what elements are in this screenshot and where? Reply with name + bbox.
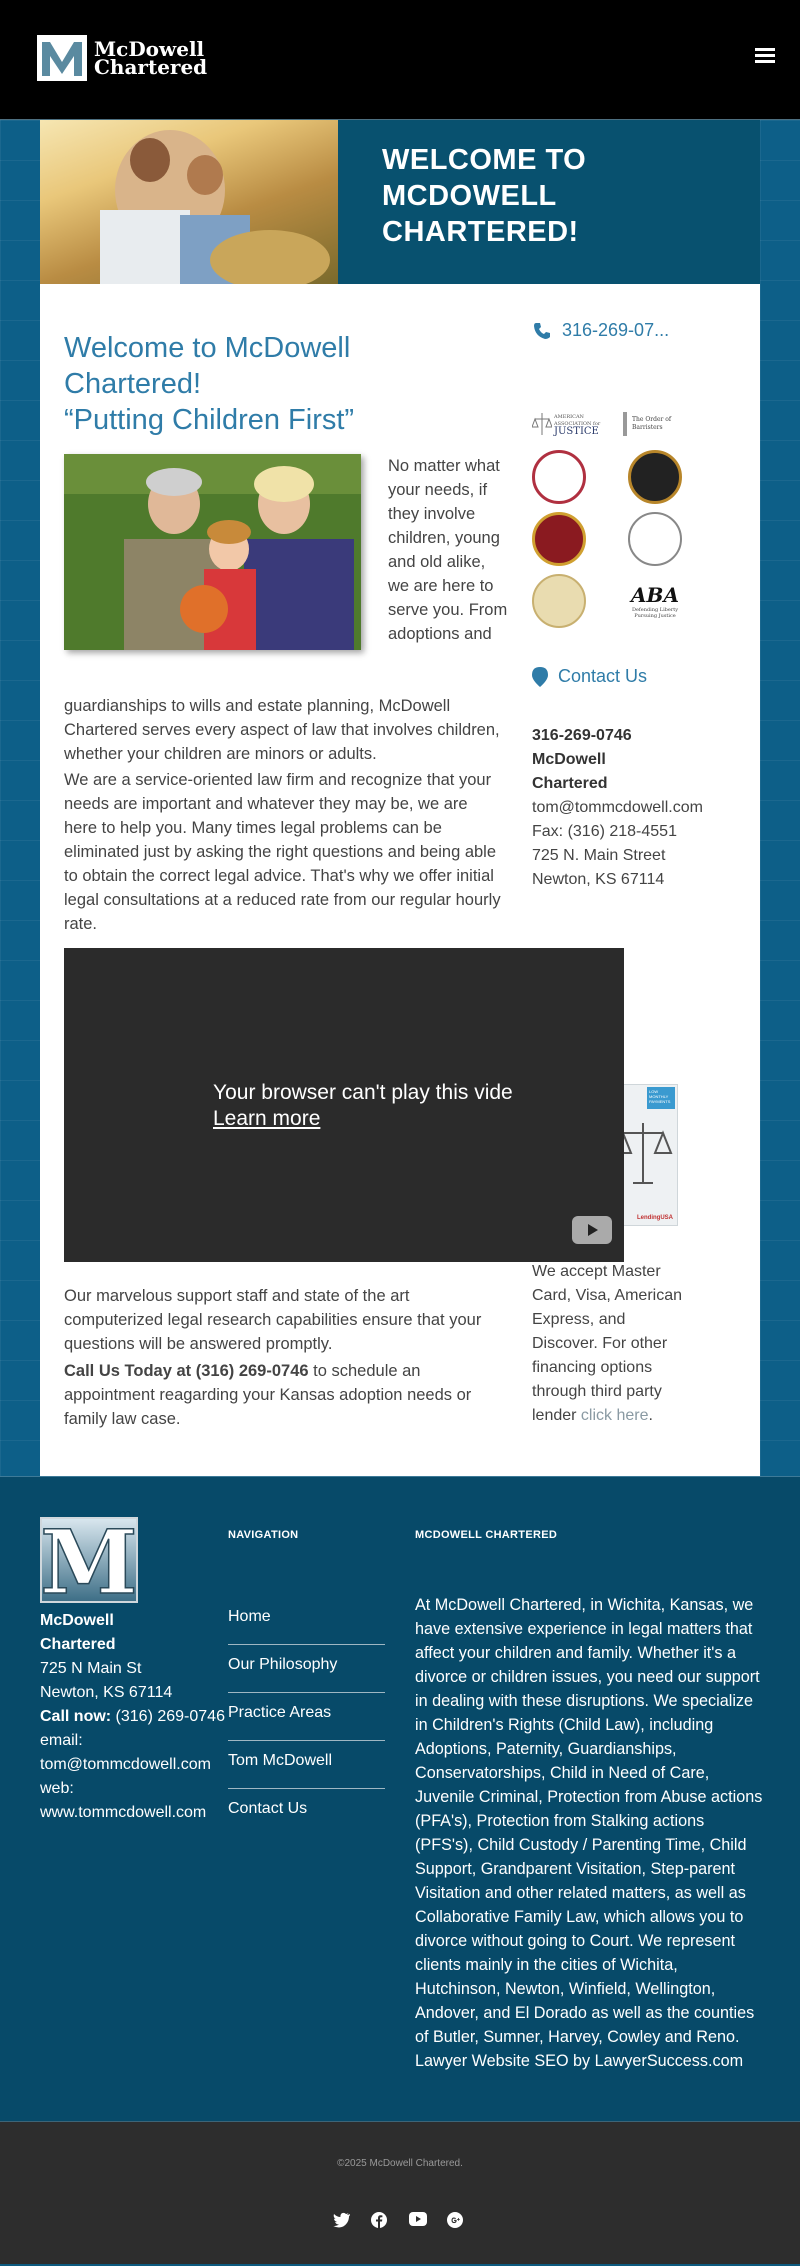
footer-web-label: web: [40, 1780, 74, 1797]
logo-m-icon [36, 34, 88, 82]
contact-heading-text: Contact Us [558, 666, 648, 686]
seal-badge-1 [532, 450, 586, 504]
footer-firm-line-2: Chartered [40, 1636, 116, 1653]
footer-nav-contact-us[interactable]: Contact Us [228, 1800, 308, 1817]
seal-badge-4 [628, 512, 682, 566]
footer-logo-letter: M [42, 1519, 136, 1601]
aaj-logo [532, 410, 612, 438]
contact-fax: Fax: (316) 218-4551 [532, 823, 677, 840]
contact-email[interactable]: tom@tommcdowell.com [532, 799, 703, 816]
payments-text-end: . [648, 1407, 653, 1424]
aba-logo [628, 574, 682, 628]
copyright: ©2025 McDowell Chartered. [337, 2158, 463, 2169]
play-icon[interactable] [572, 1216, 612, 1244]
hero-family-photo [40, 120, 338, 284]
footer-nav-practice-areas[interactable]: Practice Areas [228, 1693, 385, 1741]
footer-street: 725 N Main St [40, 1660, 142, 1677]
facebook-icon[interactable] [371, 2212, 409, 2232]
footer-about-heading: MCDOWELL CHARTERED [415, 1529, 558, 1541]
aaj-line-3: JUSTICE [554, 425, 599, 437]
aaj-line-1: AMERICAN [554, 413, 584, 420]
video-error-text: Your browser can't play this vide [213, 1081, 513, 1104]
footer-nav-home[interactable]: Home [228, 1597, 385, 1645]
social-links [333, 2212, 485, 2232]
loan-ad-badge: LOW MONTHLY PAYMENTS [647, 1087, 675, 1109]
aba-tagline-2: Pursuing Justice [634, 613, 676, 619]
contact-phone[interactable]: 316-269-0746 [532, 727, 632, 744]
hero-title [382, 142, 760, 250]
sidebar-phone-short: 316-269-07... [562, 320, 670, 340]
footer-web[interactable]: www.tommcdowell.com [40, 1804, 207, 1821]
logo-line-2: Chartered [94, 55, 208, 79]
barristers-line-2: Barristers [632, 424, 663, 431]
footer-nav-heading: NAVIGATION [228, 1529, 299, 1541]
contact-firm-line-1: McDowell [532, 751, 606, 768]
logo-wordmark [94, 37, 208, 79]
footer-email-label: email: [40, 1732, 83, 1749]
aba-tagline-1: Defending Liberty [631, 607, 679, 613]
site-header [0, 0, 800, 120]
footer-address [40, 1609, 230, 1825]
hamburger-menu-icon[interactable] [755, 48, 775, 64]
scales-icon [532, 411, 552, 437]
column-icon [620, 410, 630, 438]
service-paragraph: We are a service-oriented law firm and recognize that your needs are important and whatever they may be, we are here to help you. Many times legal problems can be eliminated just by asking the right questions and being able to obtain the correct legal advice. That's why we offer initial legal consultations at a reduced rate from our regular hourly rate. [64, 771, 501, 933]
page-title-line-1: Welcome to McDowell [64, 332, 351, 364]
page-title-line-3: “Putting Children First” [64, 404, 355, 436]
twitter-icon[interactable] [333, 2212, 371, 2232]
video-error-message [213, 1080, 623, 1132]
sidebar-phone-link[interactable] [532, 320, 669, 341]
loan-ad-powered: LendingUSA [637, 1215, 673, 1221]
support-staff-paragraph: Our marvelous support staff and state of the art computerized legal research capabilities ensure that your questions will be answered promptly. [64, 1287, 482, 1353]
hero-title-line-2: MCDOWELL CHARTERED! [382, 180, 579, 248]
barristers-line-1: The Order of [632, 416, 672, 423]
contact-heading [532, 666, 647, 687]
site-footer [0, 1477, 800, 2122]
contact-street: 725 N. Main Street [532, 847, 666, 864]
financing-link[interactable]: click here [580, 1407, 649, 1424]
contact-details [532, 724, 732, 892]
payments-text [532, 1260, 684, 1428]
footer-about-text: At McDowell Chartered, in Wichita, Kansas, we have extensive experience in legal matters that affect your children and family. Whether it's a divorce or children issues, you need our support in dealing with these disruptions. We specialize in Children's Rights (Child Law), including Adoptions, Paternity, Guardianships, Conservatorships, Child in Need of Care, Juvenile Criminal, Protection from Abuse actions (PFA's), Protection from Stalking actions (PFS's), Child Custody / Parenting Time, Child Support, Grandparent Visitation, Step-parent Visitation and other related matters, as well as Collaborative Family Law, which allows you to divorce without going to Court. We represent clients mainly in the cities of Wichita, Hutchinson, Newton, Winfield, Wellington, Andover, and El Dorado as well as the counties of Butler, Sumner, Harvey, Cowley and Reno. Lawyer Website SEO by LawyerSuccess.com [415, 1596, 763, 2070]
footer-nav [228, 1597, 385, 1837]
youtube-icon[interactable] [409, 2212, 447, 2232]
page-title-line-2: Chartered! [64, 368, 202, 400]
google-plus-icon[interactable] [447, 2212, 485, 2232]
bottom-bar [0, 2122, 800, 2264]
seal-badge-5 [532, 574, 586, 628]
footer-nav-tom-mcdowell[interactable]: Tom McDowell [228, 1741, 385, 1789]
site-logo[interactable] [36, 34, 207, 82]
page-title [64, 330, 504, 438]
hero-title-line-1: WELCOME TO [382, 144, 587, 176]
intro-paragraph-continued: guardianships to wills and estate planning, McDowell Chartered serves every aspect of law that involves children, whether your children are minors or adults. [64, 697, 500, 763]
contact-city: Newton, KS 67114 [532, 871, 665, 888]
video-player[interactable] [64, 948, 624, 1262]
content-band [0, 120, 800, 1477]
aba-mark: ABA [631, 583, 679, 607]
call-to-action-bold: Call Us Today at (316) 269-0746 [64, 1362, 309, 1380]
call-to-action-paragraph [64, 1359, 504, 1431]
intro-paragraph-float: No matter what your needs, if they involve children, young and old alike, we are here to serve you. From adoptions and [388, 457, 508, 643]
order-of-barristers-logo [620, 410, 682, 438]
footer-nav-our-philosophy[interactable]: Our Philosophy [228, 1645, 385, 1693]
contact-firm-line-2: Chartered [532, 775, 608, 792]
aaj-line-2: ASSOCIATION for [554, 420, 601, 427]
map-pin-icon [532, 667, 548, 687]
hero-banner [40, 120, 760, 284]
footer-email[interactable]: tom@tommcdowell.com [40, 1756, 211, 1773]
footer-call-label: Call now: [40, 1708, 112, 1725]
footer-city: Newton, KS 67114 [40, 1684, 173, 1701]
footer-firm-line-1: McDowell [40, 1612, 114, 1629]
video-learn-more-link[interactable]: Learn more [213, 1107, 321, 1130]
association-badges [532, 410, 682, 626]
main-content-panel [40, 284, 760, 1476]
phone-icon [532, 321, 552, 341]
footer-call-number[interactable]: (316) 269-0746 [111, 1708, 225, 1725]
call-to-action-rest: to schedule an appointment reagarding your Kansas adoption needs or family law case. [64, 1362, 472, 1428]
logo-line-1: McDowell [94, 37, 205, 61]
seal-badge-2 [628, 450, 682, 504]
payments-text-body: We accept Master Card, Visa, American Express, and Discover. For other financing options through third party lender [532, 1263, 682, 1424]
grandparents-photo [64, 454, 361, 650]
footer-logo[interactable] [40, 1517, 138, 1603]
seal-badge-3 [532, 512, 586, 566]
